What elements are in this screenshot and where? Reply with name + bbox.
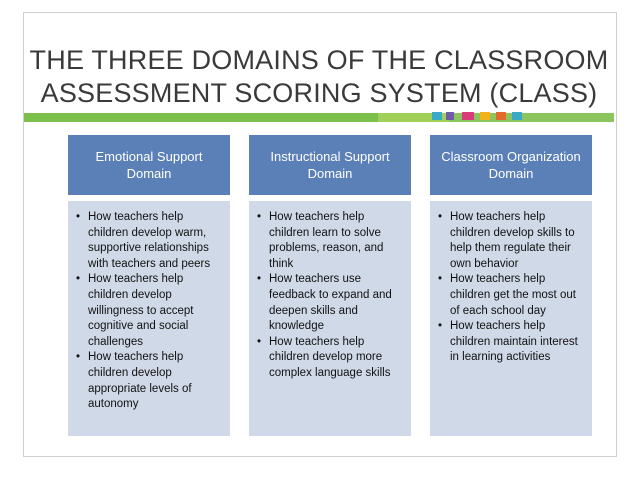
stripe-green bbox=[24, 113, 378, 122]
title-line-1: THE THREE DOMAINS OF THE CLASSROOM bbox=[29, 45, 609, 75]
bullet-item: • How teachers help children develop warm, supportive relationships with teachers and peers bbox=[74, 210, 224, 272]
title-line-2: ASSESSMENT SCORING SYSTEM (CLASS) bbox=[40, 78, 598, 108]
column-classroom-organization bbox=[430, 135, 592, 436]
tile-orange bbox=[496, 112, 506, 120]
column-header: Instructional Support Domain bbox=[249, 135, 411, 195]
column-emotional-support bbox=[68, 135, 230, 436]
decorative-tiles bbox=[432, 112, 532, 120]
tile-pink bbox=[462, 112, 474, 120]
column-header: Classroom Organization Domain bbox=[430, 135, 592, 195]
slide-title bbox=[24, 44, 614, 110]
bullet-item: • How teachers help children maintain interest in learning activities bbox=[436, 319, 586, 366]
bullet-item: • How teachers help children develop more complex language skills bbox=[255, 335, 405, 382]
tile-yellow bbox=[480, 112, 490, 120]
tile-blue bbox=[432, 112, 442, 120]
column-header: Emotional Support Domain bbox=[68, 135, 230, 195]
column-instructional-support bbox=[249, 135, 411, 436]
tile-blue-2 bbox=[512, 112, 522, 120]
bullet-item: • How teachers help children get the most out of each school day bbox=[436, 272, 586, 319]
bullet-item: • How teachers help children develop willingness to accept cognitive and social challenges bbox=[74, 272, 224, 350]
tile-purple bbox=[446, 112, 454, 120]
bullet-item: • How teachers help children develop appropriate levels of autonomy bbox=[74, 350, 224, 412]
bullet-item: • How teachers help children develop skills to help them regulate their own behavior bbox=[436, 210, 586, 272]
column-body bbox=[249, 201, 411, 436]
column-body bbox=[68, 201, 230, 436]
bullet-item: • How teachers help children learn to solve problems, reason, and think bbox=[255, 210, 405, 272]
bullet-item: • How teachers use feedback to expand and deepen skills and knowledge bbox=[255, 272, 405, 334]
column-body bbox=[430, 201, 592, 436]
